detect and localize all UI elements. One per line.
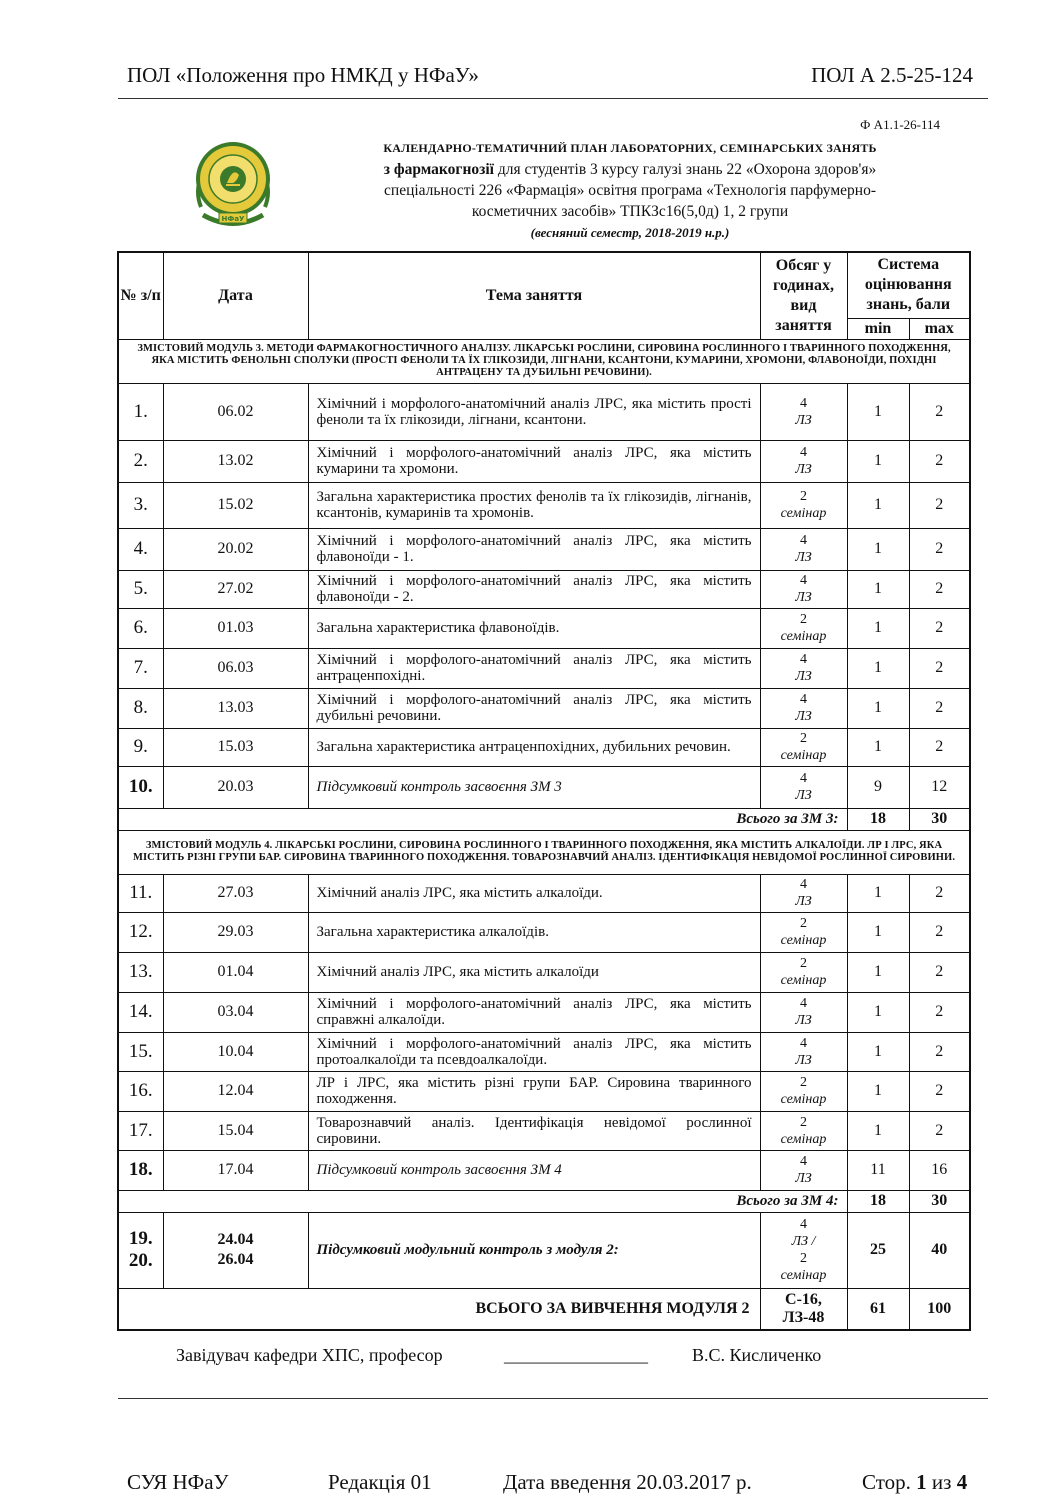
row-date: 13.03 [163,688,308,728]
row-topic: Хімічний і морфолого-анатомічний аналіз ЛРС, яка містить антраценпохідні. [308,648,760,688]
row-date: 06.02 [163,383,308,440]
row-date: 15.03 [163,728,308,766]
row-topic: Хімічний аналіз ЛРС, яка містить алкалоїди [308,952,760,992]
row-max: 2 [909,952,970,992]
row-hours: 2 [800,612,807,627]
row-date: 15.04 [163,1111,308,1150]
row-min: 1 [847,874,909,912]
total-label: ВСЬОГО ЗА ВИВЧЕННЯ МОДУЛЯ 2 [118,1288,760,1330]
row-hours: 2 [800,1075,807,1090]
row-date: 20.03 [163,766,308,808]
subject-name: з фармакогнозії [383,161,494,178]
row-hours: 4 [800,573,807,588]
row-max: 2 [909,648,970,688]
row-kind: семінар [780,629,827,644]
row-date: 27.03 [163,874,308,912]
row-topic: Хімічний і морфолого-анатомічний аналіз ЛРС, яка містить прості феноли та їх глікозиди, лігнани, ксантони. [308,383,760,440]
row-number: 1. [118,383,163,440]
row-hours: 4 [800,996,807,1011]
row-date: 20.02 [163,528,308,570]
module-4-sum-row [118,1190,970,1212]
row-hours: 4 [800,771,807,786]
row-volume [760,1111,847,1150]
row-kind: ЛЗ [795,462,812,477]
total-max: 100 [909,1288,970,1330]
table-row [118,440,970,482]
document-title [320,138,940,243]
sum-min: 18 [847,1190,909,1212]
row-min: 11 [847,1150,909,1190]
table-row [118,952,970,992]
row-number: 12. [118,912,163,952]
row-number: 6. [118,608,163,648]
table-row [118,766,970,808]
header-doc-code: ПОЛ А 2.5-25-124 [811,62,973,87]
row-topic: Загальна характеристика антраценпохідних, дубильних речовин. [308,728,760,766]
row-max: 2 [909,482,970,528]
row-max: 2 [909,1111,970,1150]
modular-date-2: 26.04 [217,1251,254,1268]
title-line-3: спеціальності 226 «Фармація» освітня програма «Технологія парфумерно- [384,182,876,199]
row-hours: 2 [800,916,807,931]
row-date: 29.03 [163,912,308,952]
modular-hours-1: 4 [800,1217,807,1232]
row-volume [760,874,847,912]
title-line-2-rest: для студентів 3 курсу галузі знань 22 «Охорона здоров'я» [493,161,877,178]
footer-page-num: 1 [916,1470,927,1494]
row-kind: семінар [780,1092,827,1107]
row-kind: ЛЗ [795,590,812,605]
row-max: 2 [909,440,970,482]
total-row [118,1288,970,1330]
row-hours: 2 [800,731,807,746]
row-max: 12 [909,766,970,808]
row-max: 2 [909,1071,970,1111]
row-volume [760,766,847,808]
sum-max: 30 [909,1190,970,1212]
row-date: 17.04 [163,1150,308,1190]
row-max: 2 [909,570,970,608]
row-volume [760,912,847,952]
seal-ribbon-text: НФаУ [221,215,245,223]
row-date: 27.02 [163,570,308,608]
footer-system: СУЯ НФаУ [127,1470,229,1494]
row-max: 2 [909,608,970,648]
row-kind: семінар [780,748,827,763]
row-number: 11. [118,874,163,912]
row-kind: ЛЗ [795,709,812,724]
row-min: 1 [847,528,909,570]
row-number: 15. [118,1032,163,1071]
row-min: 1 [847,482,909,528]
header-num: № з/п [118,252,163,339]
row-volume [760,688,847,728]
semester: (весняний семестр, 2018-2019 н.р.) [530,225,730,240]
row-topic: Загальна характеристика алкалоїдів. [308,912,760,952]
header-grading-system: Система оцінювання знань, бали [847,252,970,318]
row-min: 1 [847,570,909,608]
row-hours: 4 [800,877,807,892]
row-number: 5. [118,570,163,608]
table-row [118,992,970,1032]
row-hours: 2 [800,1114,807,1130]
table-row [118,1032,970,1071]
row-topic: Хімічний і морфолого-анатомічний аналіз ЛРС, яка містить флавоноїди - 2. [308,570,760,608]
total-min: 61 [847,1288,909,1330]
row-min: 1 [847,952,909,992]
row-min: 1 [847,440,909,482]
row-min: 1 [847,688,909,728]
modular-min: 25 [847,1212,909,1288]
row-number: 13. [118,952,163,992]
row-hours: 4 [800,1154,807,1169]
row-date: 15.02 [163,482,308,528]
row-topic: Хімічний і морфолого-анатомічний аналіз ЛРС, яка містить кумарини та хромони. [308,440,760,482]
footer-divider [118,1398,988,1399]
header-topic: Тема заняття [308,252,760,339]
header-min: min [847,318,909,339]
row-max: 16 [909,1150,970,1190]
row-topic: Товарознавчий аналіз. Ідентифікація невідомої рослинної сировини. [308,1111,760,1150]
row-date: 03.04 [163,992,308,1032]
modular-volume [760,1212,847,1288]
row-min: 1 [847,912,909,952]
row-volume [760,728,847,766]
table-row [118,570,970,608]
table-row [118,528,970,570]
schedule-table [117,251,971,1331]
row-min: 1 [847,648,909,688]
row-hours: 4 [800,533,807,548]
table-row [118,1071,970,1111]
row-kind: семінар [780,973,827,988]
row-volume [760,1150,847,1190]
row-date: 13.02 [163,440,308,482]
row-kind: ЛЗ [795,550,812,565]
modular-hours-2: 2 [800,1251,807,1266]
row-volume [760,648,847,688]
row-topic: Загальна характеристика флавоноїдів. [308,608,760,648]
row-hours: 2 [800,956,807,971]
row-kind: ЛЗ [795,1052,812,1068]
table-row [118,383,970,440]
modular-numbers [118,1212,163,1288]
table-row [118,1111,970,1150]
sum-label: Всього за ЗМ 4: [118,1190,847,1212]
row-number: 16. [118,1071,163,1111]
row-date: 06.03 [163,648,308,688]
page-header [127,60,973,90]
row-topic: Хімічний і морфолого-анатомічний аналіз ЛРС, яка містить справжні алкалоїди. [308,992,760,1032]
row-number: 17. [118,1111,163,1150]
row-min: 1 [847,728,909,766]
table-row [118,608,970,648]
modular-control-row [118,1212,970,1288]
row-topic: Хімічний і морфолого-анатомічний аналіз ЛРС, яка містить дубильні речовини. [308,688,760,728]
row-volume [760,440,847,482]
table-row [118,648,970,688]
header-doc-title: ПОЛ «Положення про НМКД у НФаУ» [127,62,479,87]
row-volume [760,992,847,1032]
modular-number-1: 19. [128,1228,153,1249]
header-max: max [909,318,970,339]
row-date: 12.04 [163,1071,308,1111]
header-divider [118,98,988,99]
row-kind: семінар [780,506,827,521]
row-kind: ЛЗ [795,894,812,909]
table-row [118,688,970,728]
footer-date: Дата введення 20.03.2017 р. [503,1470,752,1494]
row-max: 2 [909,874,970,912]
row-kind: ЛЗ [795,788,812,803]
modular-topic: Підсумковий модульний контроль з модуля 2: [308,1212,760,1288]
row-volume [760,608,847,648]
table-row [118,874,970,912]
row-volume [760,952,847,992]
row-max: 2 [909,1032,970,1071]
row-kind: семінар [780,933,827,948]
footer-page-mid: из [926,1470,957,1494]
sum-label: Всього за ЗМ 3: [118,808,847,830]
header-date: Дата [163,252,308,339]
row-topic: Підсумковий контроль засвоєння ЗМ 3 [308,766,760,808]
sum-min: 18 [847,808,909,830]
row-max: 2 [909,992,970,1032]
row-hours: 4 [800,395,807,411]
row-hours: 2 [800,489,807,504]
header-volume: Обсяг у годинах, вид заняття [760,252,847,339]
table-row [118,912,970,952]
title-line-4: косметичних засобів» ТПКЗс16(5,0д) 1, 2 групи [471,203,789,220]
row-topic: Хімічний аналіз ЛРС, яка містить алкалоїди. [308,874,760,912]
row-min: 1 [847,1111,909,1150]
row-max: 2 [909,383,970,440]
footer-page-count: 4 [956,1470,968,1494]
row-number: 7. [118,648,163,688]
row-number: 2. [118,440,163,482]
row-topic: Хімічний і морфолого-анатомічний аналіз ЛРС, яка містить флавоноїди - 1. [308,528,760,570]
row-volume [760,528,847,570]
row-kind: ЛЗ [795,1013,812,1028]
signer-name: В.С. Кисличенко [692,1345,822,1365]
table-row [118,482,970,528]
row-max: 2 [909,528,970,570]
row-topic: ЛР і ЛРС, яка містить різні групи БАР. Сировина тваринного походження. [308,1071,760,1111]
total-volume [760,1288,847,1330]
sum-max: 30 [909,808,970,830]
module-4-row [118,830,970,874]
footer-page [862,1470,967,1495]
university-seal-icon [193,137,273,229]
footer-page-prefix: Стор. [862,1470,917,1494]
modular-kind-2: семінар [780,1268,827,1283]
row-min: 1 [847,608,909,648]
row-volume [760,482,847,528]
modular-dates [163,1212,308,1288]
row-number: 9. [118,728,163,766]
row-kind: семінар [780,1131,827,1147]
row-kind: ЛЗ [795,412,812,428]
row-number: 10. [118,766,163,808]
table-row [118,1150,970,1190]
row-kind: ЛЗ [795,1171,812,1186]
row-volume [760,1071,847,1111]
row-max: 2 [909,728,970,766]
row-number: 18. [118,1150,163,1190]
table-row [118,728,970,766]
row-date: 01.04 [163,952,308,992]
modular-max: 40 [909,1212,970,1288]
title-line-1: КАЛЕНДАРНО-ТЕМАТИЧНИЙ ПЛАН ЛАБОРАТОРНИХ, СЕМІНАРСЬКИХ ЗАНЯТЬ [383,141,877,155]
row-min: 1 [847,1032,909,1071]
row-topic: Підсумковий контроль засвоєння ЗМ 4 [308,1150,760,1190]
modular-kind-1: ЛЗ / [791,1234,816,1249]
row-hours: 4 [800,445,807,460]
module-3-title: ЗМІСТОВИЙ МОДУЛЬ 3. МЕТОДИ ФАРМАКОГНОСТИЧНОГО АНАЛІЗУ. ЛІКАРСЬКІ РОСЛИНИ, СИРОВИНА РОСЛИННОГО І ТВАРИННОГО ПОХОДЖЕННЯ, ЯКА МІСТИТЬ ФЕНОЛЬНІ СПОЛУКИ (ПРОСТІ ФЕНОЛИ ТА ЇХ ГЛІКОЗИДИ, ЛІГНАНИ, КСАНТОНИ, КУМАРИНИ, ХРОМОНИ, ФЛАВОНОЇДИ, ПОХІДНІ АНТРАЦЕНУ ТА ДУБИЛЬНІ РЕЧОВИНИ). [118,339,970,383]
row-topic: Загальна характеристика простих фенолів та їх глікозидів, лігнанів, ксантонів, кумаринів та хромонів. [308,482,760,528]
row-date: 01.03 [163,608,308,648]
row-hours: 4 [800,652,807,667]
row-hours: 4 [800,692,807,707]
row-number: 8. [118,688,163,728]
title-line-2 [320,159,940,180]
module-3-row [118,339,970,383]
row-min: 1 [847,992,909,1032]
row-min: 1 [847,1071,909,1111]
modular-number-2: 20. [128,1250,153,1271]
modular-date-1: 24.04 [217,1231,254,1248]
row-min: 9 [847,766,909,808]
row-volume [760,1032,847,1071]
row-kind: ЛЗ [795,669,812,684]
form-code: Ф А1.1-26-114 [860,117,940,132]
row-date: 10.04 [163,1032,308,1071]
row-min: 1 [847,383,909,440]
row-number: 4. [118,528,163,570]
total-volume-labs: ЛЗ-48 [782,1308,825,1326]
row-number: 3. [118,482,163,528]
module-4-title: ЗМІСТОВИЙ МОДУЛЬ 4. ЛІКАРСЬКІ РОСЛИНИ, СИРОВИНА РОСЛИННОГО І ТВАРИННОГО ПОХОДЖЕННЯ, ЯКА МІСТИТЬ АЛКАЛОЇДИ. ЛР І ЛРС, ЯКА МІСТИТЬ РІЗНІ ГРУПИ БАР. СИРОВИНА ТВАРИННОГО ПОХОДЖЕННЯ. ТОВАРОЗНАВЧИЙ АНАЛІЗ. ІДЕНТИФІКАЦІЯ НЕВІДОМОЇ РОСЛИННОЇ СИРОВИНИ. [118,830,970,874]
signature-line: ________________ [504,1345,648,1365]
table-header-row [118,252,970,318]
row-max: 2 [909,912,970,952]
total-volume-seminars: С-16, [785,1290,822,1308]
row-volume [760,570,847,608]
row-volume [760,383,847,440]
footer-edition: Редакція 01 [328,1470,432,1494]
row-topic: Хімічний і морфолого-анатомічний аналіз ЛРС, яка містить протоалкалоїди та псевдоалкалоїди. [308,1032,760,1071]
module-3-sum-row [118,808,970,830]
row-number: 14. [118,992,163,1032]
row-hours: 4 [800,1035,807,1051]
signer-role: Завідувач кафедри ХПС, професор [176,1345,443,1365]
row-max: 2 [909,688,970,728]
